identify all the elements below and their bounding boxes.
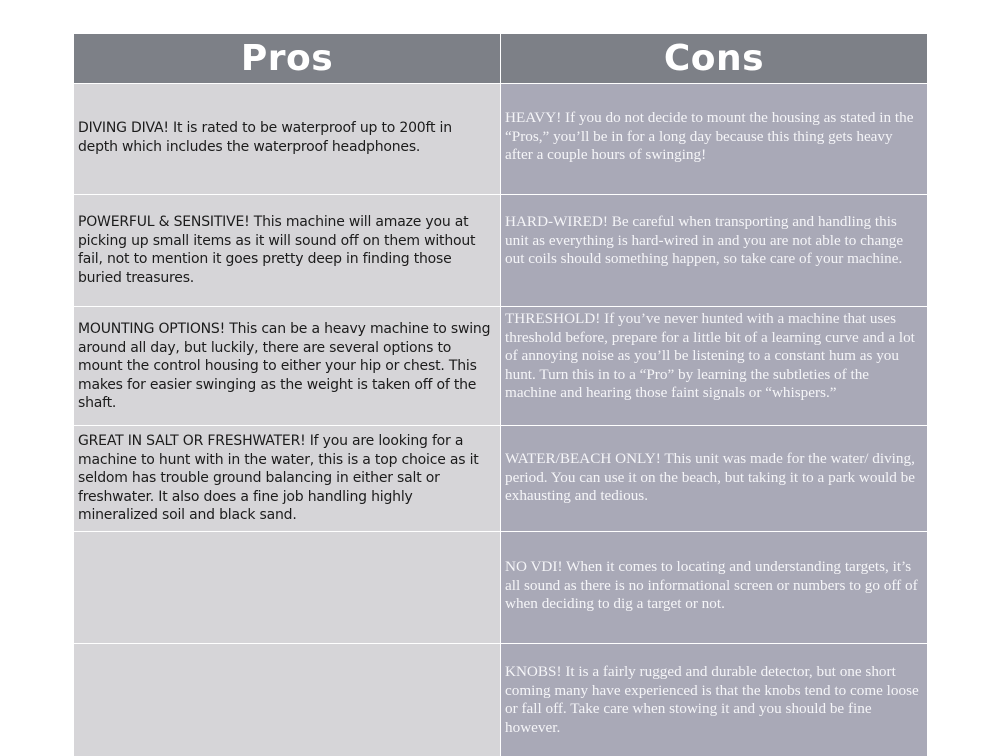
pros-header: Pros — [74, 34, 500, 83]
pro-cell-empty — [74, 532, 500, 643]
pro-cell: DIVING DIVA! It is rated to be waterproof up to 200ft in depth which includes the waterproof headphones. — [74, 84, 500, 194]
pro-cell: GREAT IN SALT OR FRESHWATER! If you are looking for a machine to hunt with in the water, this is a top choice as it seldom has trouble ground balancing in either salt or freshwater. It also does a fine job handling highly mineralized soil and black sand. — [74, 426, 500, 531]
con-cell: THRESHOLD! If you’ve never hunted with a machine that uses threshold before, prepare for a little bit of a learning curve and a lot of annoying noise as you’ll be listening to a constant hum as you hunt. Turn this in to a “Pro” by learning the subtleties of the machine and hearing those faint signals or “whispers.” — [501, 307, 927, 425]
con-cell: HARD-WIRED! Be careful when transporting and handling this unit as everything is hard-wired in and you are not able to change out coils should something happen, so take care of your machine. — [501, 195, 927, 306]
pro-cell-empty — [74, 644, 500, 756]
con-cell: WATER/BEACH ONLY! This unit was made for the water/ diving, period. You can use it on the beach, but taking it to a park would be exhausting and tedious. — [501, 426, 927, 531]
pro-cell: MOUNTING OPTIONS! This can be a heavy machine to swing around all day, but luckily, there are several options to mount the control housing to either your hip or chest. This makes for easier swinging as the weight is taken off of the shaft. — [74, 307, 500, 425]
con-cell: HEAVY! If you do not decide to mount the housing as stated in the “Pros,” you’ll be in for a long day because this thing gets heavy after a couple hours of swinging! — [501, 84, 927, 194]
cons-header: Cons — [501, 34, 927, 83]
pro-cell: POWERFUL & SENSITIVE! This machine will amaze you at picking up small items as it will sound off on them without fail, not to mention it goes pretty deep in finding those buried treasures. — [74, 195, 500, 306]
pros-cons-table — [74, 34, 927, 750]
con-cell: KNOBS! It is a fairly rugged and durable detector, but one short coming many have experienced is that the knobs tend to come loose or fall off. Take care when stowing it and you should be fine however. — [501, 644, 927, 756]
con-cell: NO VDI! When it comes to locating and understanding targets, it’s all sound as there is no informational screen or numbers to go off of when deciding to dig a target or not. — [501, 532, 927, 643]
